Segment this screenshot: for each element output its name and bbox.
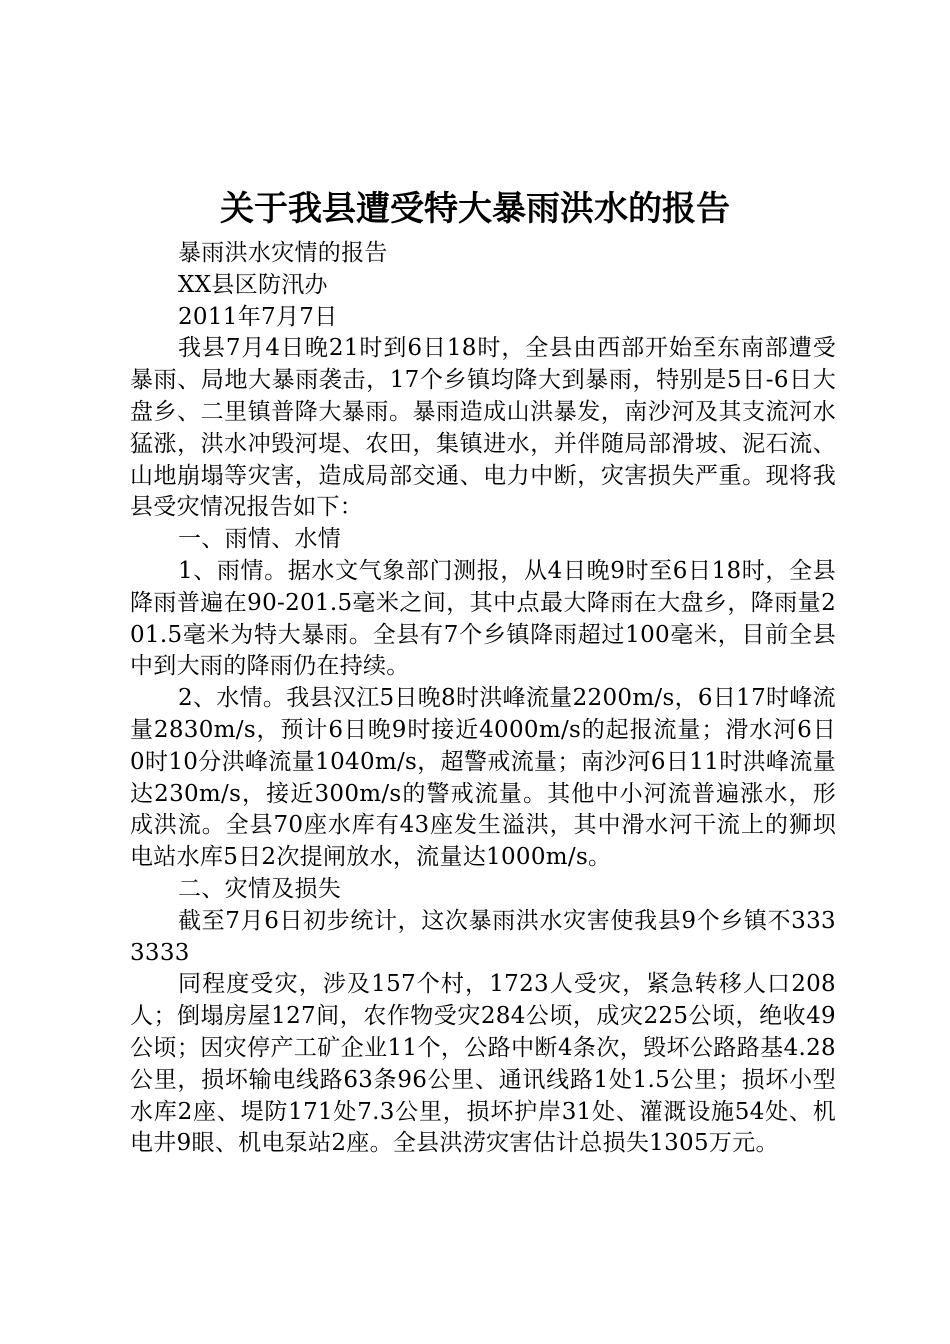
water-paragraph: 2、水情。我县汉江5日晚8时洪峰流量2200m/s，6日17时峰流量2830m/s，预计6日晚9时接近4000m/s的起报流量；滑水河6日0时10分洪峰流量1040m/s，超警戒流量；南沙河6日11时洪峰流量达230m/s，接近300m/s的警戒流量。其他中小河流普遍涨水，形成洪流。全县70座水库有43座发生溢洪，其中滑水河干流上的狮坝电站水库5日2次提闸放水，流量达1000m/s。 bbox=[130, 685, 836, 871]
statistics-paragraph: 截至7月6日初步统计，这次暴雨洪水灾害使我县9个乡镇不3333333 bbox=[130, 907, 836, 966]
section-heading-rain-water: 一、雨情、水情 bbox=[178, 526, 342, 553]
issuer-paragraph: XX县区防汛办 bbox=[178, 271, 328, 298]
subtitle-paragraph: 暴雨洪水灾情的报告 bbox=[178, 240, 388, 266]
document-title: 关于我县遭受特大暴雨洪水的报告 bbox=[220, 189, 730, 229]
section-heading-disaster-loss: 二、灾情及损失 bbox=[178, 875, 342, 902]
rain-paragraph: 1、雨情。据水文气象部门测报，从4日晚9时至6日18时，全县降雨普遍在90-201.5毫米之间，其中点最大降雨在大盘乡，降雨量201.5毫米为特大暴雨。全县有7个乡镇降雨超过100毫米，目前全县中到大雨的降雨仍在持续。 bbox=[130, 557, 836, 680]
date-paragraph: 2011年7月7日 bbox=[178, 303, 338, 330]
loss-paragraph: 同程度受灾，涉及157个村，1723人受灾，紧急转移人口208人；倒塌房屋127间，农作物受灾284公顷，成灾225公顷，绝收49公顷；因灾停产工矿企业11个，公路中断4条次，毁坏公路路基4.28公里，损坏输电线路63条96公里、通讯线路1处1.5公里；损坏小型水库2座、堤防171处7.3公里，损坏护岸31处、灌溉设施54处、机电井9眼、机电泵站2座。全县洪涝灾害估计总损失1305万元。 bbox=[130, 971, 836, 1157]
intro-paragraph: 我县7月4日晚21时到6日18时，全县由西部开始至东南部遭受暴雨、局地大暴雨袭击，17个乡镇均降大到暴雨，特别是5日-6日大盘乡、二里镇普降大暴雨。暴雨造成山洪暴发，南沙河及其支流河水猛涨，洪水冲毁河堤、农田，集镇进水，并伴随局部滑坡、泥石流、山地崩塌等灾害，造成局部交通、电力中断，灾害损失严重。现将我县受灾情况报告如下： bbox=[130, 335, 836, 521]
document-body bbox=[130, 238, 836, 1160]
